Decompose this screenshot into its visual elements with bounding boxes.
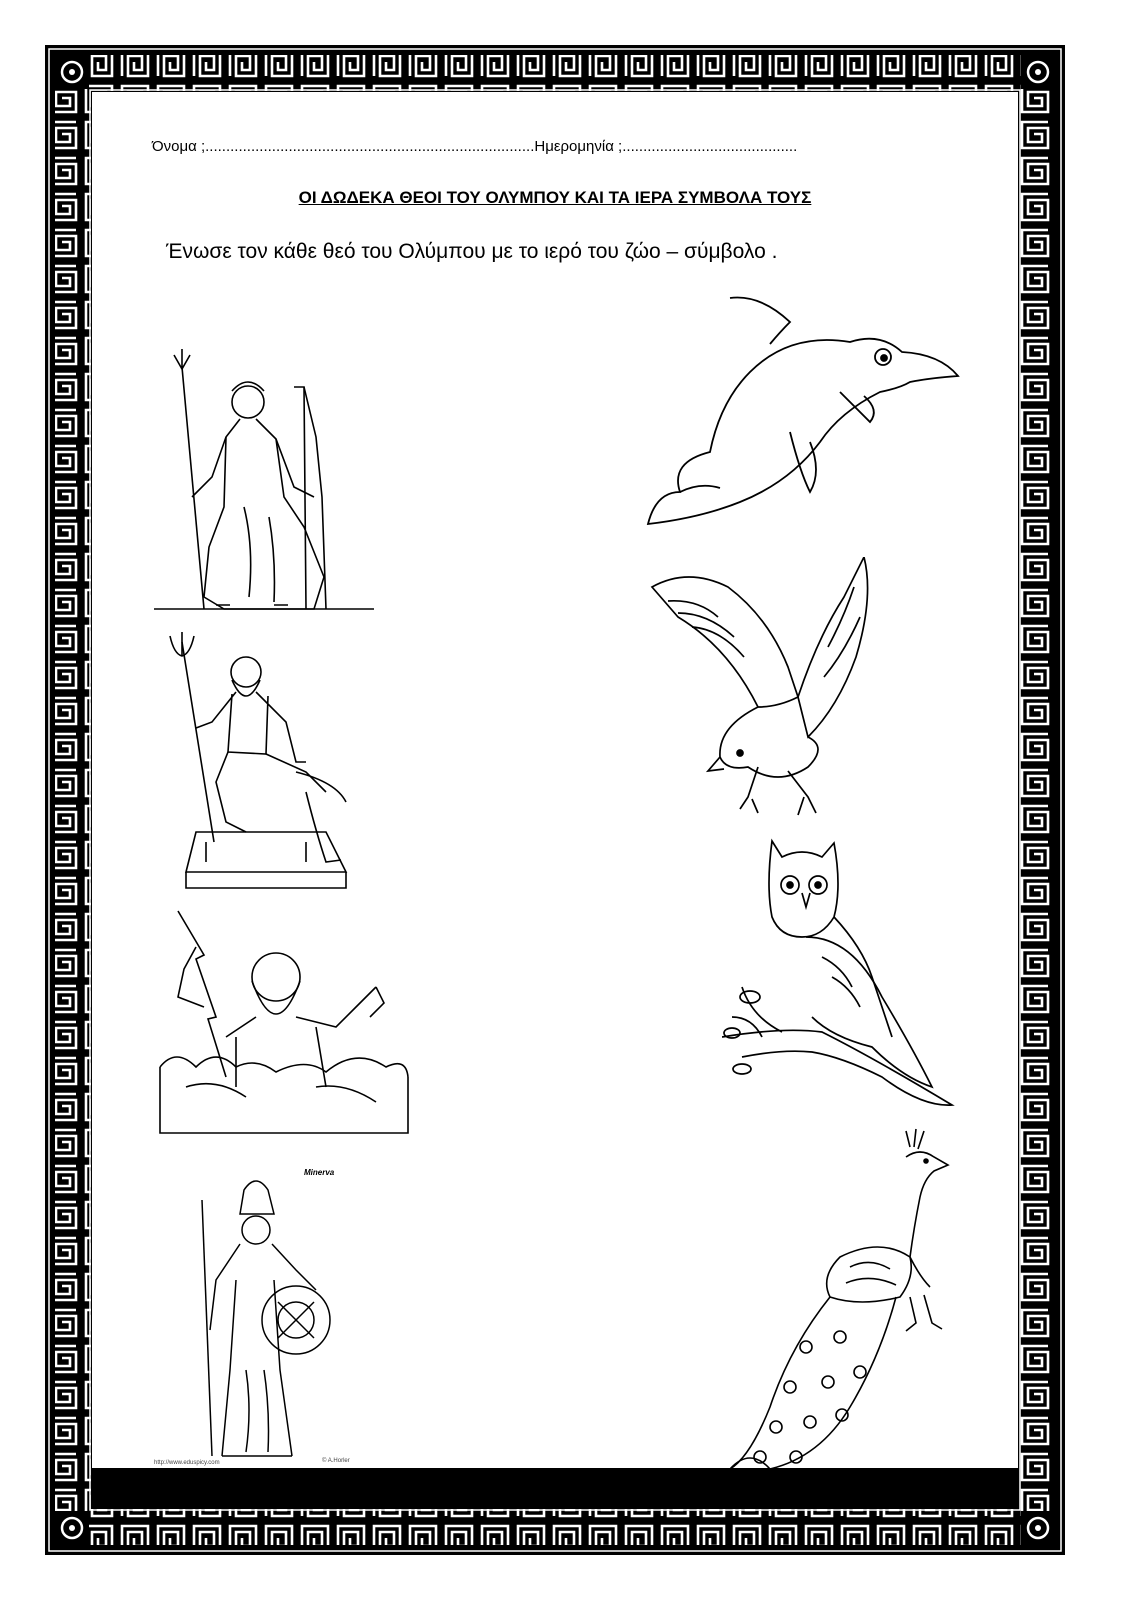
name-date-line: [152, 138, 982, 155]
zeus-lightning-icon[interactable]: [156, 907, 410, 1137]
date-separator: ;: [613, 138, 623, 155]
hera-seated-icon[interactable]: [154, 347, 374, 617]
date-fill-line[interactable]: ..........................................: [622, 138, 798, 155]
name-fill-line[interactable]: ...............................................................................: [205, 138, 535, 155]
name-label: Όνομα: [152, 138, 197, 155]
copyright-note: © A.Horler: [322, 1458, 350, 1464]
peacock-icon[interactable]: [710, 1127, 960, 1472]
instruction-text: Ένωσε τον κάθε θεό του Ολύμπου με το ιερό του ζώο – σύμβολο .: [166, 240, 778, 263]
dolphin-icon[interactable]: [640, 292, 970, 537]
date-label: Ημερομηνία: [534, 138, 614, 155]
owl-icon[interactable]: [722, 837, 962, 1112]
eagle-icon[interactable]: [648, 557, 876, 837]
minerva-caption: Minerva: [304, 1168, 335, 1177]
page-title: ΟΙ ΔΩΔΕΚΑ ΘΕΟΙ ΤΟΥ ΟΛΥΜΠΟΥ ΚΑΙ ΤΑ ΙΕΡΑ ΣΥΜΒΟΛΑ ΤΟΥΣ: [298, 188, 812, 207]
worksheet-body: [92, 92, 1018, 1468]
source-url: http://www.eduspicy.com: [154, 1460, 220, 1466]
athena-shield-icon[interactable]: [156, 1170, 376, 1460]
name-separator: ;: [196, 138, 206, 155]
poseidon-trident-icon[interactable]: [156, 632, 376, 892]
